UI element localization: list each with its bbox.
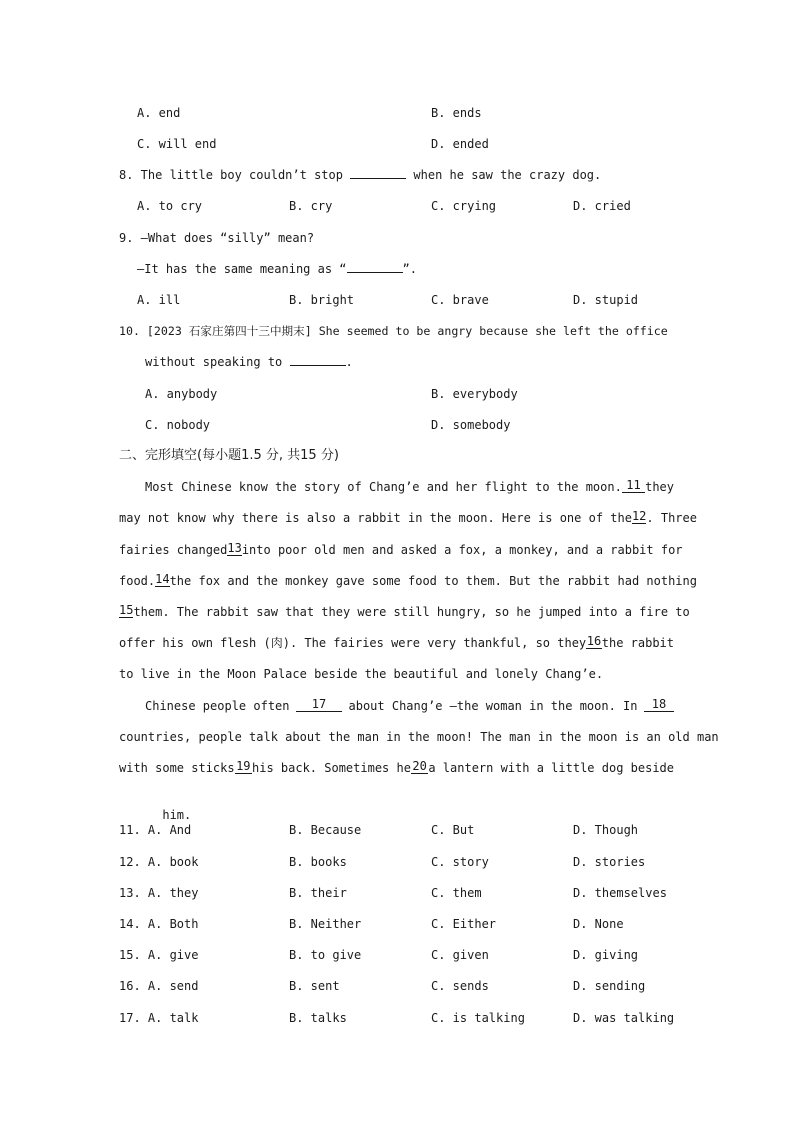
option-c[interactable]: C. brave bbox=[431, 293, 489, 307]
option-b[interactable]: B. everybody bbox=[431, 387, 518, 401]
option-a[interactable]: 12. A. book bbox=[119, 855, 199, 869]
option-d[interactable]: D. Though bbox=[573, 823, 639, 837]
passage-line bbox=[119, 603, 690, 620]
option-c[interactable]: C. nobody bbox=[145, 418, 211, 432]
passage-text: the rabbit bbox=[601, 636, 674, 650]
passage-line bbox=[119, 760, 674, 776]
passage-text: him. bbox=[162, 808, 192, 822]
option-c[interactable]: C. given bbox=[431, 948, 489, 962]
option-d[interactable]: D. giving bbox=[573, 948, 639, 962]
option-b[interactable]: B. Neither bbox=[289, 917, 362, 931]
passage-text: to live in the Moon Palace beside the beautiful and lonely Chang’e. bbox=[119, 667, 604, 681]
passage-text: they bbox=[645, 480, 674, 494]
stem-text: when he saw the crazy dog. bbox=[406, 168, 602, 182]
question-10-stem-cont bbox=[145, 354, 353, 370]
option-b[interactable]: B. their bbox=[289, 886, 347, 900]
option-d[interactable]: D. cried bbox=[573, 199, 631, 213]
passage-line bbox=[119, 729, 719, 745]
option-b[interactable]: B. to give bbox=[289, 948, 362, 962]
passage-text: . Three bbox=[646, 511, 697, 525]
passage-line bbox=[119, 791, 192, 822]
option-d[interactable]: D. stupid bbox=[573, 293, 639, 307]
blank-11[interactable]: 11 bbox=[622, 479, 645, 493]
option-b[interactable]: B. sent bbox=[289, 979, 340, 993]
passage-line bbox=[119, 509, 697, 526]
question-8-stem bbox=[119, 167, 601, 183]
option-a[interactable]: 13. A. they bbox=[119, 886, 199, 900]
passage-line bbox=[119, 541, 683, 558]
option-c[interactable]: C. will end bbox=[137, 137, 217, 151]
passage-text: the fox and the monkey gave some food to them. But the rabbit had nothing bbox=[169, 574, 697, 588]
option-c[interactable]: C. story bbox=[431, 855, 489, 869]
option-b[interactable]: B. Because bbox=[289, 823, 362, 837]
passage-text: his back. Sometimes he bbox=[252, 761, 411, 775]
option-b[interactable]: B. books bbox=[289, 855, 347, 869]
passage-text: a lantern with a little dog beside bbox=[428, 761, 674, 775]
option-a[interactable]: A. ill bbox=[137, 293, 181, 307]
option-a[interactable]: 16. A. send bbox=[119, 979, 199, 993]
section-heading: 二、完形填空(每小题1.5 分, 共15 分) bbox=[119, 448, 339, 463]
passage-text: into poor old men and asked a fox, a monkey, and a rabbit for bbox=[241, 543, 683, 557]
option-b[interactable]: B. bright bbox=[289, 293, 355, 307]
option-c[interactable]: C. sends bbox=[431, 979, 489, 993]
passage-text: food. bbox=[119, 574, 156, 588]
option-b[interactable]: B. cry bbox=[289, 199, 333, 213]
blank-20[interactable]: 20 bbox=[412, 759, 427, 773]
question-9-stem: 9. —What does “silly” mean? bbox=[119, 231, 315, 245]
option-a[interactable]: A. end bbox=[137, 106, 181, 120]
option-c[interactable]: C. crying bbox=[431, 199, 497, 213]
answer-blank[interactable] bbox=[290, 365, 346, 366]
reply-text: ”. bbox=[402, 262, 417, 276]
reply-text: —It has the same meaning as “ bbox=[137, 262, 347, 276]
passage-text: them. The rabbit saw that they were still hungry, so he jumped into a fire to bbox=[133, 605, 690, 619]
passage-text: fairies changed bbox=[119, 543, 228, 557]
passage-line bbox=[119, 666, 604, 682]
option-c[interactable]: C. them bbox=[431, 886, 482, 900]
passage-text: about Chang’e —the woman in the moon. In bbox=[348, 699, 638, 713]
passage-line bbox=[145, 479, 674, 495]
stem-text: without speaking to bbox=[145, 355, 290, 369]
answer-blank[interactable] bbox=[350, 178, 406, 179]
blank-17[interactable]: 17 bbox=[296, 698, 342, 712]
passage-text: offer his own flesh (肉). The fairies were very thankful, so they bbox=[119, 636, 587, 650]
option-a[interactable]: A. to cry bbox=[137, 199, 203, 213]
option-c[interactable]: C. But bbox=[431, 823, 475, 837]
blank-15[interactable]: 15 bbox=[119, 603, 134, 617]
option-a[interactable]: 15. A. give bbox=[119, 948, 199, 962]
passage-text: Most Chinese know the story of Chang’e and her flight to the moon. bbox=[145, 480, 622, 494]
option-d[interactable]: D. themselves bbox=[573, 886, 667, 900]
option-d[interactable]: D. stories bbox=[573, 855, 646, 869]
passage-line bbox=[119, 572, 697, 589]
option-c[interactable]: C. is talking bbox=[431, 1011, 525, 1025]
passage-line bbox=[145, 698, 674, 714]
option-a[interactable]: 11. A. And bbox=[119, 823, 192, 837]
option-c[interactable]: C. Either bbox=[431, 917, 497, 931]
option-d[interactable]: D. somebody bbox=[431, 418, 511, 432]
blank-18[interactable]: 18 bbox=[644, 698, 674, 712]
option-a[interactable]: A. anybody bbox=[145, 387, 218, 401]
blank-19[interactable]: 19 bbox=[236, 759, 251, 773]
question-10-stem: 10. [2023 石家庄第四十三中期末] She seemed to be angry because she left the office bbox=[119, 324, 668, 338]
blank-14[interactable]: 14 bbox=[155, 572, 170, 586]
option-b[interactable]: B. talks bbox=[289, 1011, 347, 1025]
passage-text: may not know why there is also a rabbit in the moon. Here is one of the bbox=[119, 511, 632, 525]
passage-text: Chinese people often bbox=[145, 699, 290, 713]
stem-text: 8. The little boy couldn’t stop bbox=[119, 168, 351, 182]
option-d[interactable]: D. None bbox=[573, 917, 624, 931]
blank-12[interactable]: 12 bbox=[631, 509, 647, 523]
option-d[interactable]: D. sending bbox=[573, 979, 646, 993]
option-d[interactable]: D. was talking bbox=[573, 1011, 675, 1025]
blank-13[interactable]: 13 bbox=[227, 541, 242, 555]
blank-16[interactable]: 16 bbox=[586, 634, 602, 648]
option-a[interactable]: 14. A. Both bbox=[119, 917, 199, 931]
option-d[interactable]: D. ended bbox=[431, 137, 489, 151]
question-9-reply bbox=[137, 261, 417, 277]
passage-text: countries, people talk about the man in the moon! The man in the moon is an old man bbox=[119, 730, 719, 744]
passage-line bbox=[119, 635, 674, 651]
stem-text: . bbox=[345, 355, 353, 369]
passage-text: with some sticks bbox=[119, 761, 235, 775]
option-b[interactable]: B. ends bbox=[431, 106, 482, 120]
option-a[interactable]: 17. A. talk bbox=[119, 1011, 199, 1025]
answer-blank[interactable] bbox=[347, 272, 403, 273]
